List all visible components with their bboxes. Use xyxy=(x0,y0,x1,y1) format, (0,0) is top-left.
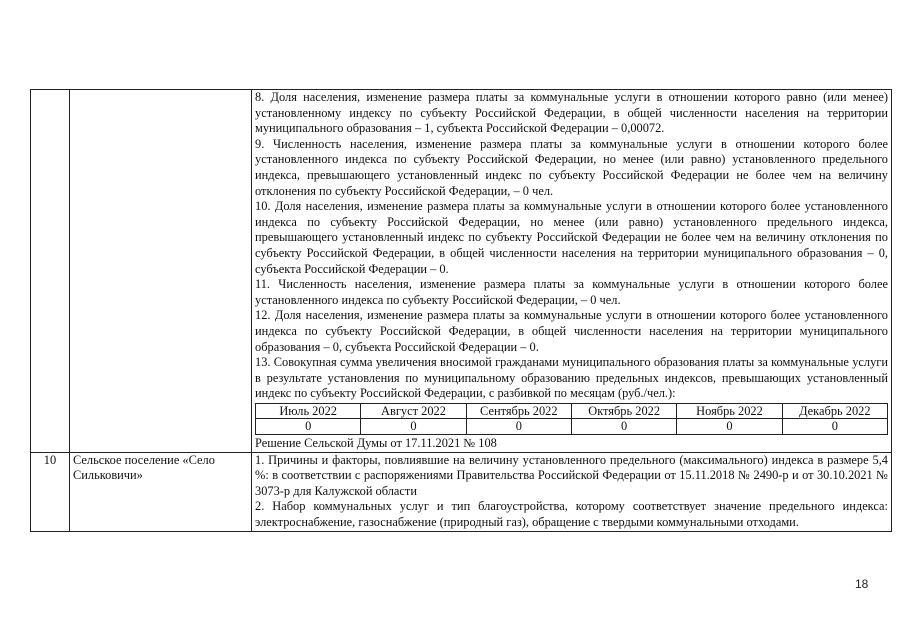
paragraph-9: 9. Численность населения, изменение размера платы за коммунальные услуги в отношении которого более установленного индекса по субъекту Российской Федерации, но менее (или равно) установленного предельного индекса, превышающего установленный индекс по субъекту Российской Федерации не более чем на величину отклонения по субъекту Российской Федерации, – 0 чел. xyxy=(255,136,888,198)
details-cell xyxy=(252,90,892,453)
month-value: 0 xyxy=(466,419,571,435)
table-row xyxy=(31,90,892,453)
decision-reference: Решение Сельской Думы от 17.11.2021 № 108 xyxy=(255,436,497,451)
paragraph-1: 1. Причины и факторы, повлиявшие на величину установленного предельного (максимального) индекса в размере 5,4 %: в соответствии с распоряжениями Правительства Российской Федерации от 15.11.2018 № 2490-р и от 30.10.2021 № 3073-р для Калужской области xyxy=(255,452,888,498)
month-header: Декабрь 2022 xyxy=(782,403,887,419)
table-row xyxy=(31,452,892,531)
paragraph-10: 10. Доля населения, изменение размера платы за коммунальные услуги в отношении которого более установленного индекса по субъекту Российской Федерации, но менее (или равно) установленного предельного индекса, превышающего установленный индекс по субъекту Российской Федерации не более чем на величину отклонения по субъекту Российской Федерации, в общей численности населения на территории муниципального образования – 0, субъекта Российской Федерации – 0. xyxy=(255,199,888,276)
month-value: 0 xyxy=(571,419,676,435)
month-header: Ноябрь 2022 xyxy=(677,403,782,419)
month-value: 0 xyxy=(782,419,887,435)
row-number-cell: 10 xyxy=(31,452,70,531)
municipal-index-table xyxy=(30,89,892,532)
month-value: 0 xyxy=(677,419,782,435)
month-header: Сентябрь 2022 xyxy=(466,403,571,419)
monthly-breakdown-table xyxy=(255,403,888,435)
month-value: 0 xyxy=(256,419,361,435)
municipality-name-cell: Сельское поселение «Село Сильковичи» xyxy=(70,452,252,531)
month-header: Октябрь 2022 xyxy=(571,403,676,419)
details-cell xyxy=(252,452,892,531)
months-values-row xyxy=(256,419,888,435)
month-header: Июль 2022 xyxy=(256,403,361,419)
municipality-name-cell xyxy=(70,90,252,453)
month-header: Август 2022 xyxy=(361,403,466,419)
paragraph-11: 11. Численность населения, изменение размера платы за коммунальные услуги в отношении которого более установленного индекса по субъекту Российской Федерации, – 0 чел. xyxy=(255,277,888,307)
row-number-cell xyxy=(31,90,70,453)
paragraph-13: 13. Совокупная сумма увеличения вносимой гражданами муниципального образования платы за коммунальные услуги в результате установления по муниципальному образованию предельных индексов, превышающих установленный индекс по субъекту Российской Федерации, с разбивкой по месяцам (руб./чел.): xyxy=(255,355,888,401)
page-number: 18 xyxy=(855,577,869,591)
paragraph-2: 2. Набор коммунальных услуг и тип благоустройства, которому соответствует значение предельного индекса: электроснабжение, газоснабжение (природный газ), обращение с твердыми коммунальными отходами. xyxy=(255,499,888,530)
months-header-row xyxy=(256,403,888,419)
month-value: 0 xyxy=(361,419,466,435)
paragraph-12: 12. Доля населения, изменение размера платы за коммунальные услуги в отношении которого более установленного индекса по субъекту Российской Федерации, в общей численности населения на территории муниципального образования – 0, субъекта Российской Федерации – 0. xyxy=(255,308,888,354)
paragraph-8: 8. Доля населения, изменение размера платы за коммунальные услуги в отношении которого равно (или менее) установленному индексу по субъекту Российской Федерации, в общей численности населения на территории муниципального образования – 1, субъекта Российской Федерации – 0,00072. xyxy=(255,90,888,136)
